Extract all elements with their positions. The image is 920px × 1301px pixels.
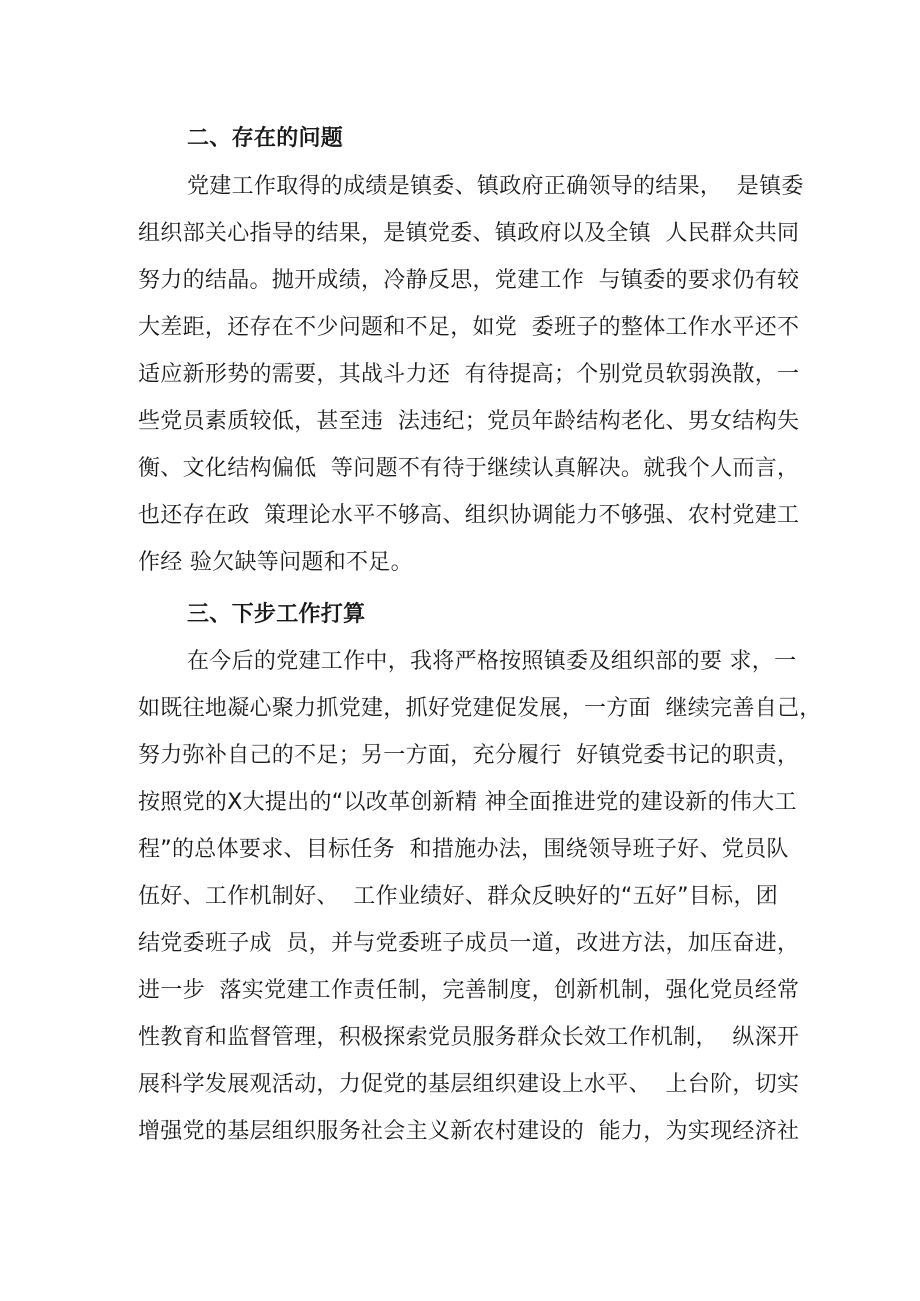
paragraph-line: 些党员素质较低，甚至违 法违纪；党员年龄结构老化、男女结构失 — [138, 409, 800, 434]
paragraph-line: 结党委班子成 员，并与党委班子成员一道，改进方法，加压奋进， — [138, 931, 800, 956]
paragraph-line: 大差距，还存在不少问题和不足，如党 委班子的整体工作水平还不 — [138, 315, 800, 340]
paragraph-line: 努力的结晶。抛开成绩，冷静反思，党建工作 与镇委的要求仍有较 — [138, 268, 800, 293]
paragraph-line: 衡、文化结构偏低 等问题不有待于继续认真解决。就我个人而言， — [138, 456, 800, 481]
paragraph-line: 在今后的党建工作中，我将严格按照镇委及组织部的要 求，一 — [187, 649, 797, 674]
paragraph-line: 党建工作取得的成绩是镇委、镇政府正确领导的结果， 是镇委 — [187, 174, 804, 199]
paragraph-line: 如既往地凝心聚力抓党建，抓好党建促发展，一方面 继续完善自己， — [138, 696, 822, 721]
paragraph-line: 进一步 落实党建工作责任制，完善制度，创新机制，强化党员经常 — [138, 978, 800, 1003]
paragraph-line: 增强党的基层组织服务社会主义新农村建设的 能力，为实现经济社 — [138, 1119, 800, 1144]
paragraph-line: 努力弥补自己的不足；另一方面，充分履行 好镇党委书记的职责， — [138, 743, 800, 768]
section-heading-next-steps: 三、下步工作打算 — [187, 602, 366, 627]
paragraph-line: 按照党的X大提出的“以改革创新精 神全面推进党的建设新的伟大工 — [138, 790, 797, 815]
paragraph-line: 展科学发展观活动，力促党的基层组织建设上水平、 上台阶，切实 — [138, 1072, 800, 1097]
paragraph-line: 伍好、工作机制好、 工作业绩好、群众反映好的“五好”目标，团 — [138, 884, 779, 909]
paragraph-line: 也还存在政 策理论水平不够高、组织协调能力不够强、农村党建工 — [138, 503, 800, 528]
paragraph-line: 作经 验欠缺等问题和不足。 — [138, 550, 413, 575]
section-heading-problems: 二、存在的问题 — [187, 126, 344, 151]
paragraph-line: 适应新形势的需要，其战斗力还 有待提高；个别党员软弱涣散，一 — [138, 362, 800, 387]
paragraph-line: 性教育和监督管理，积极探索党员服务群众长效工作机制， 纵深开 — [138, 1025, 800, 1050]
paragraph-line: 程”的总体要求、目标任务 和措施办法，围绕领导班子好、党员队 — [138, 837, 789, 862]
paragraph-line: 组织部关心指导的结果，是镇党委、镇政府以及全镇 人民群众共同 — [138, 221, 800, 246]
